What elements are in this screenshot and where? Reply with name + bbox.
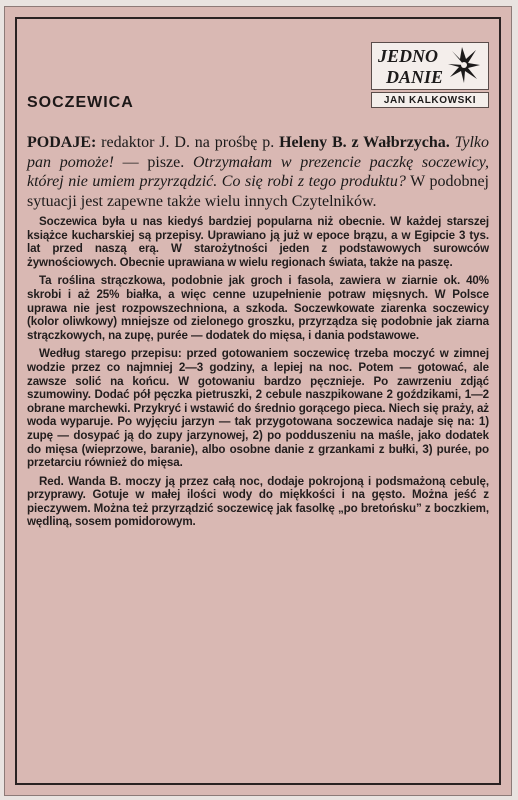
lead-text-3: W podobnej sytuacji jest zapewne także wielu innych Czytelników. xyxy=(27,173,490,210)
lead-text-2: — pisze. xyxy=(113,153,193,171)
article-headline: SOCZEWICA xyxy=(27,94,134,111)
paragraph-recipe: Według starego przepisu: przed gotowaniem soczewicę trzeba moczyć w zimnej wodzie przez co najmniej 2—3 godziny, a lepiej na noc. Potem — gotować, ale zawsze solić na końcu. W gotowaniu bardzo pęcznieje. Po zawrzeniu zdjąć szumowiny. Dodać pół pęczka pietruszki, 2 cebule naszpikowane 2 goździkami, 1—2 obrane marchewki. Przykryć i wstawić do średnio gorącego pieca. Niech się praży, aż woda wyparuje. Po wyjęciu jarzyn — tak przygotowana soczewica nadaje się na: 1) zupę — dosypać ją do zupy jarzynowej, 2) po podduszeniu na maśle, jako dodatek do mięsa (wieprzowe, baranie), albo osobne danie z grzankami z bułki, 3) purée, po przetarciu również do mięsa. xyxy=(27,347,489,470)
article-body xyxy=(27,133,489,534)
column-author: JAN KALKOWSKI xyxy=(371,92,489,108)
logo-title-line2: DANIE xyxy=(386,67,444,87)
lead-text-1: redaktor J. D. na prośbę p. xyxy=(96,134,280,151)
paragraph-history: Soczewica była u nas kiedyś bardziej popularna niż obecnie. W każdej starszej książce kucharskiej są przepisy. Uprawiano ją już w epoce brązu, a w Egipcie 3 tys. lat przed naszą erą. W starożytności jeden z podstawowych surowców żywnościowych. Obecnie uprawiana w wielu regionach świata, także na paszę. xyxy=(27,215,489,269)
column-logo xyxy=(371,42,489,108)
column-logo-art xyxy=(371,42,489,90)
lead-paragraph xyxy=(27,133,489,211)
article-header xyxy=(27,42,489,112)
lead-person: Heleny B. z Wałbrzycha. xyxy=(279,134,450,151)
lead-quote-1: Tylko pan pomoże! xyxy=(27,134,490,171)
leaf-icon xyxy=(372,43,488,89)
logo-title-line1: JEDNO xyxy=(378,46,439,66)
lead-label: PODAJE: xyxy=(27,134,97,151)
lead-quote-2: Otrzymałam w prezencie paczkę soczewicy, której nie umiem przyrządzić. Co się robi z tego produktu? xyxy=(27,153,489,190)
newspaper-clipping xyxy=(4,6,512,796)
paragraph-nutrition: Ta roślina strączkowa, podobnie jak groch i fasola, zawiera w ziarnie ok. 40% skrobi i aż 25% białka, a więc cenne uzupełnienie potraw mięsnych. W Polsce uprawa nie jest rozpowszechniona, a szkoda. Soczewkowate ziarenka soczewicy (kolor oliwkowy) mniejsze od zielonego groszku, przyrządza się podobnie jak ziarna strączkowych, na zupę, purée — dodatek do mięsa, i dania podstawowe. xyxy=(27,274,489,342)
paragraph-variant: Red. Wanda B. moczy ją przez całą noc, dodaje pokrojoną i podsmażoną cebulę, przyprawy. Gotuje w małej ilości wody do miękkości i na gęsto. Można jeść z pieczywem. Można też przyrządzić soczewicę jak fasolkę „po bretońsku” z boczkiem, wędliną, sosem pomidorowym. xyxy=(27,474,489,529)
